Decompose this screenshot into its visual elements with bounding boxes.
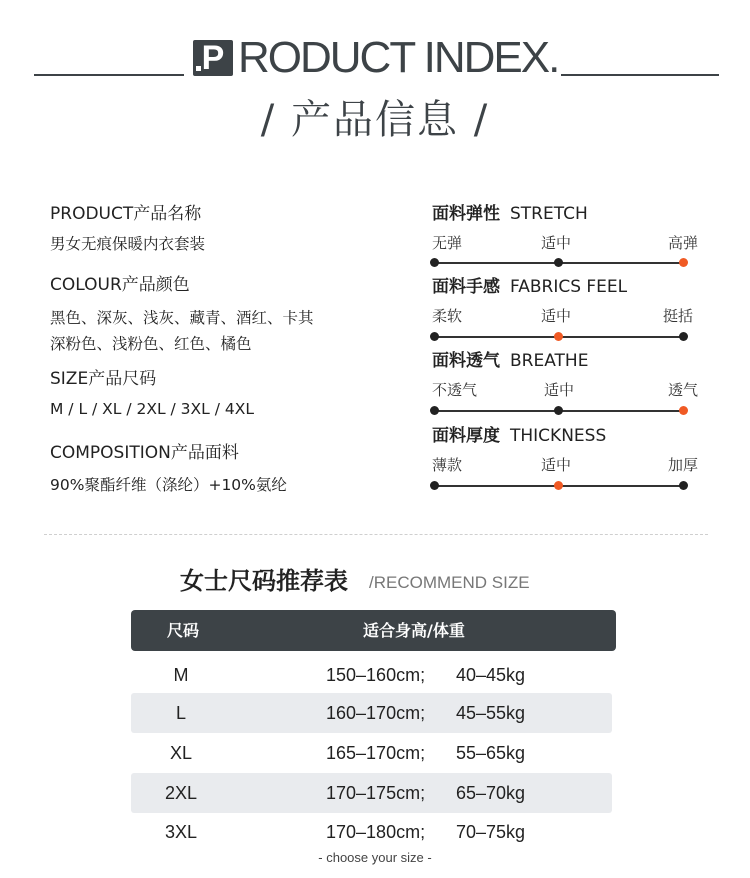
scale-dot <box>679 332 688 341</box>
scale-dot <box>679 258 688 267</box>
scale-title-thickness <box>432 425 606 447</box>
scale-label-high: 挺括 <box>663 307 694 325</box>
scale-title-en: FABRICS FEEL <box>510 277 628 297</box>
scale-dot <box>554 332 563 341</box>
cell-weight: 45–55kg <box>456 703 526 723</box>
colour-value-line2: 深粉色、浅粉色、红色、橘色 <box>50 335 252 353</box>
scale-label-mid: 适中 <box>541 307 572 325</box>
scale-dot <box>430 481 439 490</box>
colour-label: COLOUR产品颜色 <box>50 275 190 295</box>
header-line-left <box>34 74 184 76</box>
cell-weight: 65–70kg <box>456 783 526 803</box>
cell-size: 3XL <box>164 822 198 842</box>
scale-label-high: 透气 <box>668 381 699 399</box>
scale-dot <box>554 406 563 415</box>
scale-title-en: THICKNESS <box>510 426 607 446</box>
composition-label: COMPOSITION产品面料 <box>50 443 239 463</box>
scale-title-en: BREATHE <box>510 351 589 371</box>
scale-label-low: 无弹 <box>432 234 463 252</box>
cell-weight: 40–45kg <box>456 665 526 685</box>
scale-dot <box>554 481 563 490</box>
cell-size: M <box>173 665 189 685</box>
scale-label-low: 薄款 <box>432 456 463 474</box>
header-title: RODUCT INDEX. <box>238 33 559 82</box>
scale-dot <box>554 258 563 267</box>
table-row <box>131 733 612 773</box>
scale-label-high: 加厚 <box>668 456 699 474</box>
recommend-subtitle: /RECOMMEND SIZE <box>369 573 530 592</box>
cell-size: 2XL <box>164 783 198 803</box>
scale-title-breathe <box>432 350 588 372</box>
size-value: M / L / XL / 2XL / 3XL / 4XL <box>50 400 254 418</box>
colour-value-line1: 黑色、深灰、浅灰、藏青、酒红、卡其 <box>50 309 314 327</box>
scale-label-mid: 适中 <box>544 381 575 399</box>
recommend-title: 女士尺码推荐表 <box>180 567 348 595</box>
scale-dot <box>679 406 688 415</box>
scale-dot <box>430 332 439 341</box>
scale-label-mid: 适中 <box>541 234 572 252</box>
scale-dot <box>430 258 439 267</box>
cell-height: 150–160cm; <box>326 665 426 685</box>
product-name-value: 男女无痕保暖内衣套装 <box>50 235 206 253</box>
scale-label-mid: 适中 <box>541 456 572 474</box>
section-divider <box>44 534 708 535</box>
scale-title-stretch <box>432 203 588 225</box>
cell-height: 165–170cm; <box>326 743 426 763</box>
scale-title-cn: 面料透气 <box>432 351 500 371</box>
scale-title-cn: 面料弹性 <box>432 204 500 224</box>
header-size: 尺码 <box>167 621 200 640</box>
scale-label-low: 柔软 <box>432 307 463 325</box>
scale-dot <box>430 406 439 415</box>
table-row <box>131 655 612 695</box>
size-table-header <box>131 610 616 651</box>
header-line-right <box>561 74 719 76</box>
cell-size: XL <box>169 743 193 763</box>
header-height-weight: 适合身高/体重 <box>363 621 465 640</box>
header-subtitle: / 产品信息 / <box>260 97 490 143</box>
cell-height: 170–175cm; <box>326 783 426 803</box>
table-row <box>131 693 612 733</box>
scale-title-cn: 面料厚度 <box>432 426 500 446</box>
scale-title-fabrics-feel <box>432 276 627 298</box>
scale-label-low: 不透气 <box>432 381 478 399</box>
choose-size-note: - choose your size - <box>318 850 432 865</box>
cell-height: 160–170cm; <box>326 703 426 723</box>
scale-dot <box>679 481 688 490</box>
scale-title-cn: 面料手感 <box>432 277 500 297</box>
composition-value: 90%聚酯纤维（涤纶）+10%氨纶 <box>50 476 287 494</box>
scale-title-en: STRETCH <box>510 204 588 224</box>
cell-weight: 70–75kg <box>456 822 526 842</box>
cell-height: 170–180cm; <box>326 822 426 842</box>
logo-dot <box>196 66 201 71</box>
table-row <box>131 812 612 852</box>
product-name-label: PRODUCT产品名称 <box>50 204 202 224</box>
size-label: SIZE产品尺码 <box>50 369 157 389</box>
cell-weight: 55–65kg <box>456 743 526 763</box>
logo-letter: P <box>201 39 225 77</box>
cell-size: L <box>175 703 186 723</box>
scale-label-high: 高弹 <box>668 234 699 252</box>
table-row <box>131 773 612 813</box>
